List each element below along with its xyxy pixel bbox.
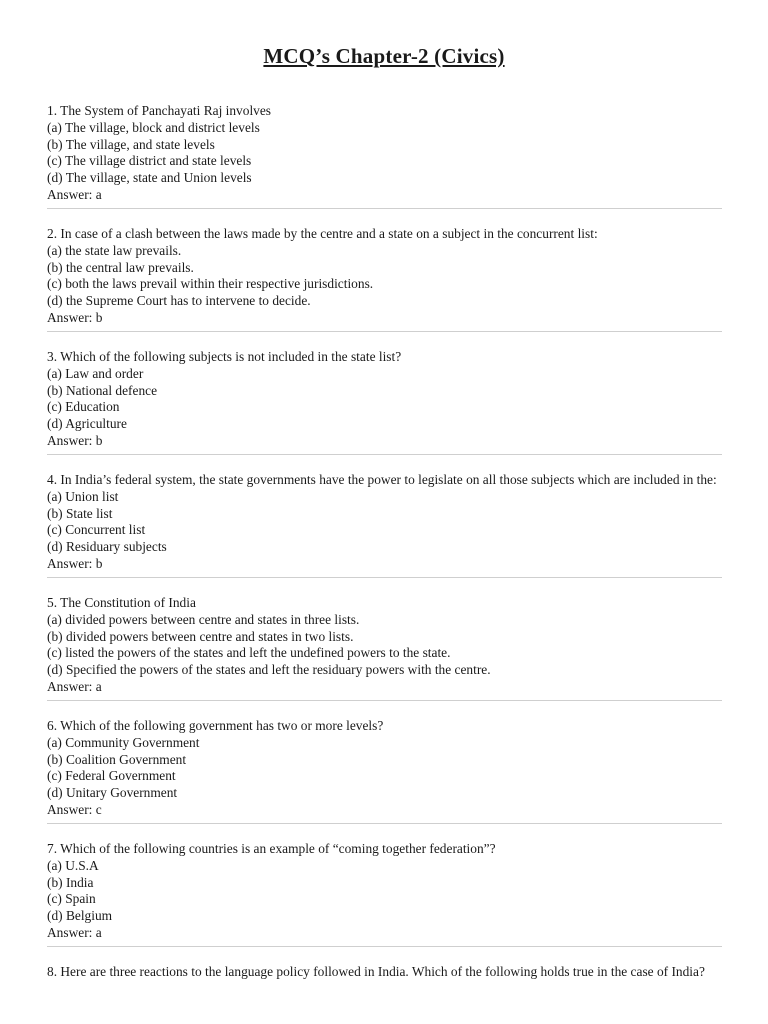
answer-option: (d) Residuary subjects [47, 539, 167, 555]
question-text: 2. In case of a clash between the laws made by the centre and a state on a subject in the concurrent list: [47, 225, 598, 241]
answer-option: (d) the Supreme Court has to intervene to decide. [47, 293, 311, 309]
question-block [47, 841, 722, 947]
answer-option: (b) Coalition Government [47, 751, 187, 767]
answer-option: (c) The village district and state levels [47, 153, 252, 169]
answer-key: Answer: b [47, 432, 103, 448]
answer-option: (b) divided powers between centre and states in two lists. [47, 628, 354, 644]
answer-option: (c) listed the powers of the states and left the undefined powers to the state. [47, 645, 451, 661]
answer-option: (d) Unitary Government [47, 785, 178, 801]
question-block [47, 226, 722, 332]
answer-option: (a) U.S.A [47, 857, 99, 873]
answer-option: (b) the central law prevails. [47, 259, 194, 275]
question-block [47, 964, 722, 987]
answer-option: (a) Law and order [47, 365, 144, 381]
answer-option: (c) Spain [47, 891, 96, 907]
answer-option: (d) Agriculture [47, 416, 127, 432]
answer-option: (c) both the laws prevail within their respective jurisdictions. [47, 276, 374, 292]
question-list [47, 103, 722, 1004]
question-block [47, 103, 722, 209]
answer-option: (b) India [47, 874, 94, 890]
answer-option: (d) Specified the powers of the states and left the residuary powers with the centre. [47, 662, 491, 678]
answer-key: Answer: b [47, 555, 103, 571]
answer-key: Answer: b [47, 309, 103, 325]
question-text: 3. Which of the following subjects is not included in the state list? [47, 348, 402, 364]
question-text: 5. The Constitution of India [47, 594, 196, 610]
answer-option: (b) The village, and state levels [47, 136, 215, 152]
question-text: 8. Here are three reactions to the language policy followed in India. Which of the following holds true in the case of India? [47, 963, 705, 979]
answer-option: (b) State list [47, 505, 113, 521]
question-block [47, 718, 722, 824]
answer-option: (c) Concurrent list [47, 522, 146, 538]
question-block [47, 349, 722, 455]
answer-key: Answer: a [47, 186, 102, 202]
answer-option: (a) Community Government [47, 734, 200, 750]
answer-key: Answer: a [47, 924, 102, 940]
answer-option: (b) National defence [47, 382, 158, 398]
question-text: 7. Which of the following countries is an example of “coming together federation”? [47, 840, 496, 856]
answer-option: (a) The village, block and district levels [47, 119, 260, 135]
question-block [47, 595, 722, 701]
answer-option: (d) The village, state and Union levels [47, 170, 252, 186]
question-text: 1. The System of Panchayati Raj involves [47, 103, 272, 118]
answer-option: (c) Federal Government [47, 768, 176, 784]
question-text: 6. Which of the following government has two or more levels? [47, 717, 384, 733]
answer-key: Answer: a [47, 678, 102, 694]
question-text: 4. In India’s federal system, the state governments have the power to legislate on all those subjects which are included in the: [47, 471, 717, 487]
page-title: MCQ’s Chapter-2 (Civics) [263, 44, 505, 68]
answer-key: Answer: c [47, 801, 102, 817]
answer-option: (a) divided powers between centre and states in three lists. [47, 611, 360, 627]
answer-option: (a) Union list [47, 488, 119, 504]
answer-option: (c) Education [47, 399, 120, 415]
question-block [47, 472, 722, 578]
answer-option: (d) Belgium [47, 908, 113, 924]
answer-option: (a) the state law prevails. [47, 242, 182, 258]
